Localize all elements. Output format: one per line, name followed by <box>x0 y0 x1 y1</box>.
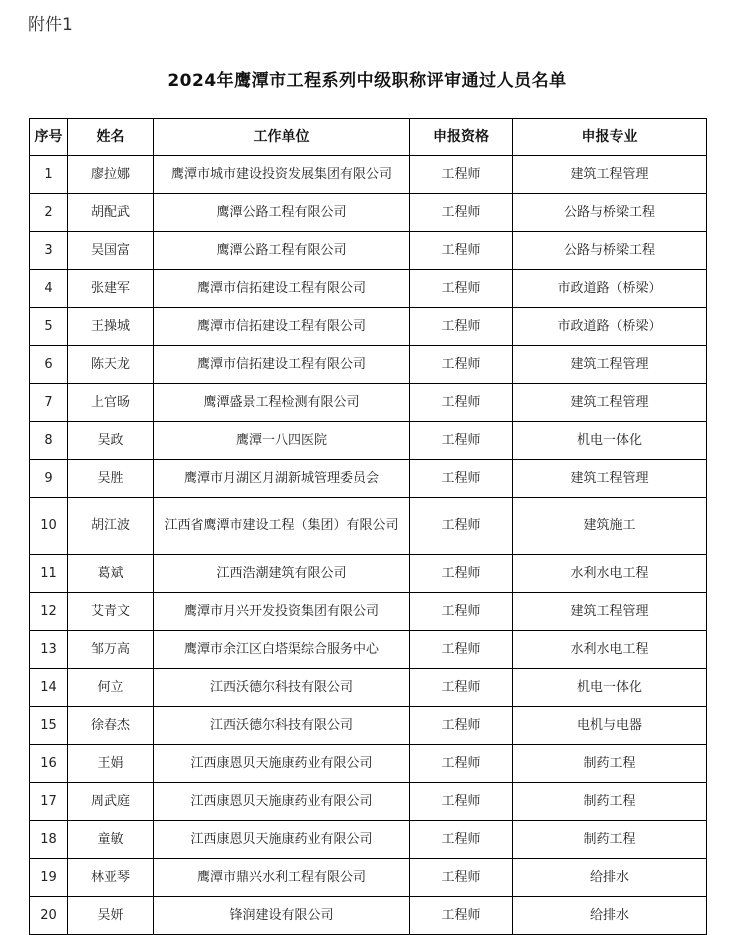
table-row <box>30 460 707 498</box>
row-index: 12 <box>30 593 68 631</box>
row-index: 18 <box>30 821 68 859</box>
row-employer: 江西康恩贝天施康药业有限公司 <box>154 821 410 859</box>
header-index: 序号 <box>30 119 68 156</box>
table-row <box>30 384 707 422</box>
table-row <box>30 821 707 859</box>
row-specialty: 机电一体化 <box>513 669 707 707</box>
row-index: 2 <box>30 194 68 232</box>
row-employer: 鹰潭市余江区白塔渠综合服务中心 <box>154 631 410 669</box>
row-name: 胡配武 <box>68 194 154 232</box>
row-index: 9 <box>30 460 68 498</box>
row-employer: 江西省鹰潭市建设工程（集团）有限公司 <box>154 498 410 555</box>
row-name: 葛斌 <box>68 555 154 593</box>
row-specialty: 建筑工程管理 <box>513 460 707 498</box>
row-qualification: 工程师 <box>410 669 513 707</box>
row-specialty: 制药工程 <box>513 783 707 821</box>
row-index: 8 <box>30 422 68 460</box>
row-name: 陈天龙 <box>68 346 154 384</box>
row-specialty: 建筑工程管理 <box>513 384 707 422</box>
row-qualification: 工程师 <box>410 821 513 859</box>
document-title: 2024年鹰潭市工程系列中级职称评审通过人员名单 <box>167 71 567 91</box>
row-name: 何立 <box>68 669 154 707</box>
row-qualification: 工程师 <box>410 498 513 555</box>
row-qualification: 工程师 <box>410 593 513 631</box>
row-index: 20 <box>30 897 68 935</box>
row-specialty: 公路与桥梁工程 <box>513 194 707 232</box>
table-row <box>30 897 707 935</box>
row-name: 吴政 <box>68 422 154 460</box>
row-specialty: 公路与桥梁工程 <box>513 232 707 270</box>
row-index: 19 <box>30 859 68 897</box>
row-name: 童敏 <box>68 821 154 859</box>
table-row <box>30 593 707 631</box>
row-employer: 江西康恩贝天施康药业有限公司 <box>154 783 410 821</box>
row-index: 15 <box>30 707 68 745</box>
row-qualification: 工程师 <box>410 460 513 498</box>
row-name: 胡江波 <box>68 498 154 555</box>
table-row <box>30 783 707 821</box>
table-body <box>30 156 707 935</box>
row-employer: 鹰潭市城市建设投资发展集团有限公司 <box>154 156 410 194</box>
row-qualification: 工程师 <box>410 308 513 346</box>
row-index: 10 <box>30 498 68 555</box>
row-specialty: 市政道路（桥梁） <box>513 308 707 346</box>
row-index: 1 <box>30 156 68 194</box>
row-qualification: 工程师 <box>410 555 513 593</box>
row-name: 徐春杰 <box>68 707 154 745</box>
table-row <box>30 859 707 897</box>
row-specialty: 市政道路（桥梁） <box>513 270 707 308</box>
row-index: 13 <box>30 631 68 669</box>
row-specialty: 建筑工程管理 <box>513 593 707 631</box>
row-index: 5 <box>30 308 68 346</box>
row-employer: 鹰潭市月湖区月湖新城管理委员会 <box>154 460 410 498</box>
table-row <box>30 498 707 555</box>
row-specialty: 机电一体化 <box>513 422 707 460</box>
row-name: 王操城 <box>68 308 154 346</box>
row-specialty: 建筑工程管理 <box>513 346 707 384</box>
header-employer: 工作单位 <box>154 119 410 156</box>
row-employer: 鹰潭市信拓建设工程有限公司 <box>154 346 410 384</box>
table-row <box>30 346 707 384</box>
table-row <box>30 308 707 346</box>
row-name: 吴妍 <box>68 897 154 935</box>
row-specialty: 建筑工程管理 <box>513 156 707 194</box>
row-qualification: 工程师 <box>410 783 513 821</box>
table-row <box>30 422 707 460</box>
row-qualification: 工程师 <box>410 745 513 783</box>
row-index: 7 <box>30 384 68 422</box>
row-name: 吴国富 <box>68 232 154 270</box>
personnel-table <box>29 118 707 935</box>
row-index: 3 <box>30 232 68 270</box>
row-specialty: 电机与电器 <box>513 707 707 745</box>
header-specialty: 申报专业 <box>513 119 707 156</box>
row-specialty: 水利水电工程 <box>513 631 707 669</box>
header-qualification: 申报资格 <box>410 119 513 156</box>
table-row <box>30 555 707 593</box>
table-row <box>30 156 707 194</box>
row-name: 艾青文 <box>68 593 154 631</box>
row-employer: 江西康恩贝天施康药业有限公司 <box>154 745 410 783</box>
row-employer: 鹰潭市鼎兴水利工程有限公司 <box>154 859 410 897</box>
table-row <box>30 669 707 707</box>
row-employer: 鹰潭市信拓建设工程有限公司 <box>154 270 410 308</box>
row-qualification: 工程师 <box>410 422 513 460</box>
row-specialty: 制药工程 <box>513 821 707 859</box>
row-qualification: 工程师 <box>410 232 513 270</box>
row-qualification: 工程师 <box>410 346 513 384</box>
row-employer: 鹰潭盛景工程检测有限公司 <box>154 384 410 422</box>
row-employer: 鹰潭一八四医院 <box>154 422 410 460</box>
row-specialty: 水利水电工程 <box>513 555 707 593</box>
table-row <box>30 707 707 745</box>
row-index: 4 <box>30 270 68 308</box>
row-qualification: 工程师 <box>410 270 513 308</box>
row-qualification: 工程师 <box>410 631 513 669</box>
table-header-row <box>30 119 707 156</box>
row-index: 17 <box>30 783 68 821</box>
row-name: 上官旸 <box>68 384 154 422</box>
row-name: 周武庭 <box>68 783 154 821</box>
row-name: 邹万高 <box>68 631 154 669</box>
row-name: 王娟 <box>68 745 154 783</box>
row-employer: 鹰潭市信拓建设工程有限公司 <box>154 308 410 346</box>
row-specialty: 给排水 <box>513 859 707 897</box>
table-row <box>30 232 707 270</box>
row-name: 吴胜 <box>68 460 154 498</box>
table-row <box>30 745 707 783</box>
row-qualification: 工程师 <box>410 707 513 745</box>
table-row <box>30 270 707 308</box>
row-employer: 鹰潭公路工程有限公司 <box>154 232 410 270</box>
attachment-label: 附件1 <box>28 15 73 35</box>
row-index: 11 <box>30 555 68 593</box>
row-employer: 锋润建设有限公司 <box>154 897 410 935</box>
row-name: 廖拉娜 <box>68 156 154 194</box>
row-employer: 江西沃德尔科技有限公司 <box>154 669 410 707</box>
row-specialty: 给排水 <box>513 897 707 935</box>
row-index: 16 <box>30 745 68 783</box>
row-qualification: 工程师 <box>410 194 513 232</box>
row-employer: 江西沃德尔科技有限公司 <box>154 707 410 745</box>
row-index: 6 <box>30 346 68 384</box>
row-qualification: 工程师 <box>410 384 513 422</box>
row-employer: 鹰潭公路工程有限公司 <box>154 194 410 232</box>
row-index: 14 <box>30 669 68 707</box>
row-specialty: 制药工程 <box>513 745 707 783</box>
row-qualification: 工程师 <box>410 859 513 897</box>
header-name: 姓名 <box>68 119 154 156</box>
row-name: 林亚琴 <box>68 859 154 897</box>
row-qualification: 工程师 <box>410 156 513 194</box>
row-specialty: 建筑施工 <box>513 498 707 555</box>
table-row <box>30 194 707 232</box>
row-name: 张建军 <box>68 270 154 308</box>
row-employer: 鹰潭市月兴开发投资集团有限公司 <box>154 593 410 631</box>
row-employer: 江西浩潮建筑有限公司 <box>154 555 410 593</box>
table-row <box>30 631 707 669</box>
row-qualification: 工程师 <box>410 897 513 935</box>
